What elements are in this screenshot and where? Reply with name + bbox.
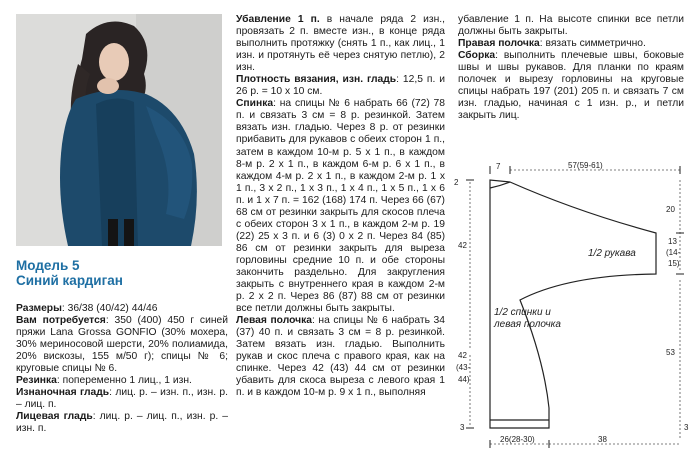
- dim-label: 3: [460, 423, 465, 432]
- sleeve-label: 1/2 рукава: [588, 248, 636, 259]
- paragraph: Плотность вязания, изн. гладь: 12,5 п. и 26 р. = 10 х 10 см.: [236, 74, 445, 98]
- paragraph: Правая полочка: вязать симметрично.: [458, 38, 646, 50]
- model-number: Модель 5: [16, 258, 80, 273]
- dim-label: 53: [666, 348, 675, 357]
- dim-label: 57(59-61): [568, 161, 603, 170]
- dim-label: 2: [454, 178, 459, 187]
- paragraph: Размеры: 36/38 (40/42) 44/46: [16, 303, 158, 314]
- dim-label: 26(28-30): [500, 435, 535, 444]
- piece-labels: [493, 248, 636, 330]
- dim-label: 42: [458, 241, 467, 250]
- dim-label: (14-: [666, 248, 681, 257]
- model-photo: [16, 14, 222, 246]
- body-label: левая полочка: [494, 319, 561, 330]
- pattern-outline: [490, 180, 656, 428]
- paragraph: убавление 1 п. На высоте спинки все петли должны быть закрыты.: [458, 14, 684, 38]
- instructions-column-3: [458, 14, 684, 122]
- pattern-schematic: [448, 160, 699, 467]
- dim-label: 44): [458, 375, 470, 384]
- body-label: 1/2 спинки и: [494, 307, 551, 318]
- dim-label: 3: [684, 423, 689, 432]
- paragraph: Лицевая гладь: лиц. р. – лиц. п., изн. р. – изн. п.: [16, 411, 228, 435]
- dim-label: 42: [458, 351, 467, 360]
- dim-label: 7: [496, 162, 501, 171]
- instructions-column-1: [16, 303, 228, 436]
- paragraph: Спинка: на спицы № 6 набрать 66 (72) 78 п. и связать 3 см = 8 р. резинкой. Затем вязать изн. гладью. Через 8 р. от резинки прибавить для рукавов с обеих сторон 1 п., затем в каждом 10-м р. 5 х 1 п., в каждом 8-м р. 2 х 1 п., в каждом 6-м р. 6 х 1 п., в каждом 4-м р. 2 х 1 п., в каждом 2-м р. 1 х 1 п., 3 х 2 п., 1 х 3 п., 1 х 4 п., 1 х 5 п., 1 х 6 п. и 1 х 7 п. = 162 (168) 174 п. Через 66 (67) 68 см от резинки закрыть для скосов плеча с обеих сторон 3 х 1 п., в каждом 2-м р. 19 (22) 25 х 3 п. и 6 (3) 0 х 2 п. Через 84 (85) 86 см от резинки закрыть для выреза горловины средние 10 п. и обе стороны закончить раздельно. Для закругления закрыть с внутреннего края в каждом 2-м р. 2 х 2 п. Через 86 (87) 88 см от резинки все петли должны быть закрыты.: [236, 98, 445, 315]
- dim-label: (43-: [456, 363, 471, 372]
- dimension-labels: [454, 161, 689, 444]
- model-title: Синий кардиган: [16, 273, 123, 288]
- paragraph: Резинка: попеременно 1 лиц., 1 изн.: [16, 375, 192, 387]
- dim-label: 20: [666, 205, 675, 214]
- paragraph: Изнаночная гладь: лиц. р. – изн. п., изн. р. – лиц. п.: [16, 387, 228, 411]
- instructions-column-2: [236, 14, 445, 400]
- model-heading: [16, 258, 226, 288]
- paragraph: Убавление 1 п. в начале ряда 2 изн., провязать 2 п. вместе изн., в конце ряда выполнить протяжку (снять 1 п., как лиц., 1 изн. и протянуть её через снятую петлю), 2 изн.: [236, 14, 445, 74]
- paragraph: Левая полочка: на спицы № 6 набрать 34 (37) 40 п. и связать 3 см = 8 р. резинкой. Затем вязать изн. гладью. Выполнить рукав и скос плеча с правого края, как на спинке. Через 42 (43) 44 см от резинки убавить для скоса выреза с левого края 1 п. и в каждом 10-м р. 9 х 1 п., выполняя: [236, 315, 445, 399]
- dim-label: 15): [668, 259, 680, 268]
- dim-label: 38: [598, 435, 607, 444]
- paragraph: Вам потребуется: 350 (400) 450 г синей пряжи Lana Grossa GONFIO (30% мохера, 30% мериносовой шерсти, 20% полиамида, 20% вискозы, 155 м/50 г); спицы № 6; круговые спицы № 6.: [16, 315, 228, 375]
- paragraph: Сборка: выполнить плечевые швы, боковые швы и швы рукавов. Для планки по краям полочек и вырезу горловины на круговые спицы набрать 197 (201) 205 п. и связать 7 см изн. гладью, начиная с 1 изн. р., и петли закрыть лиц.: [458, 50, 684, 122]
- dim-label: 13: [668, 237, 677, 246]
